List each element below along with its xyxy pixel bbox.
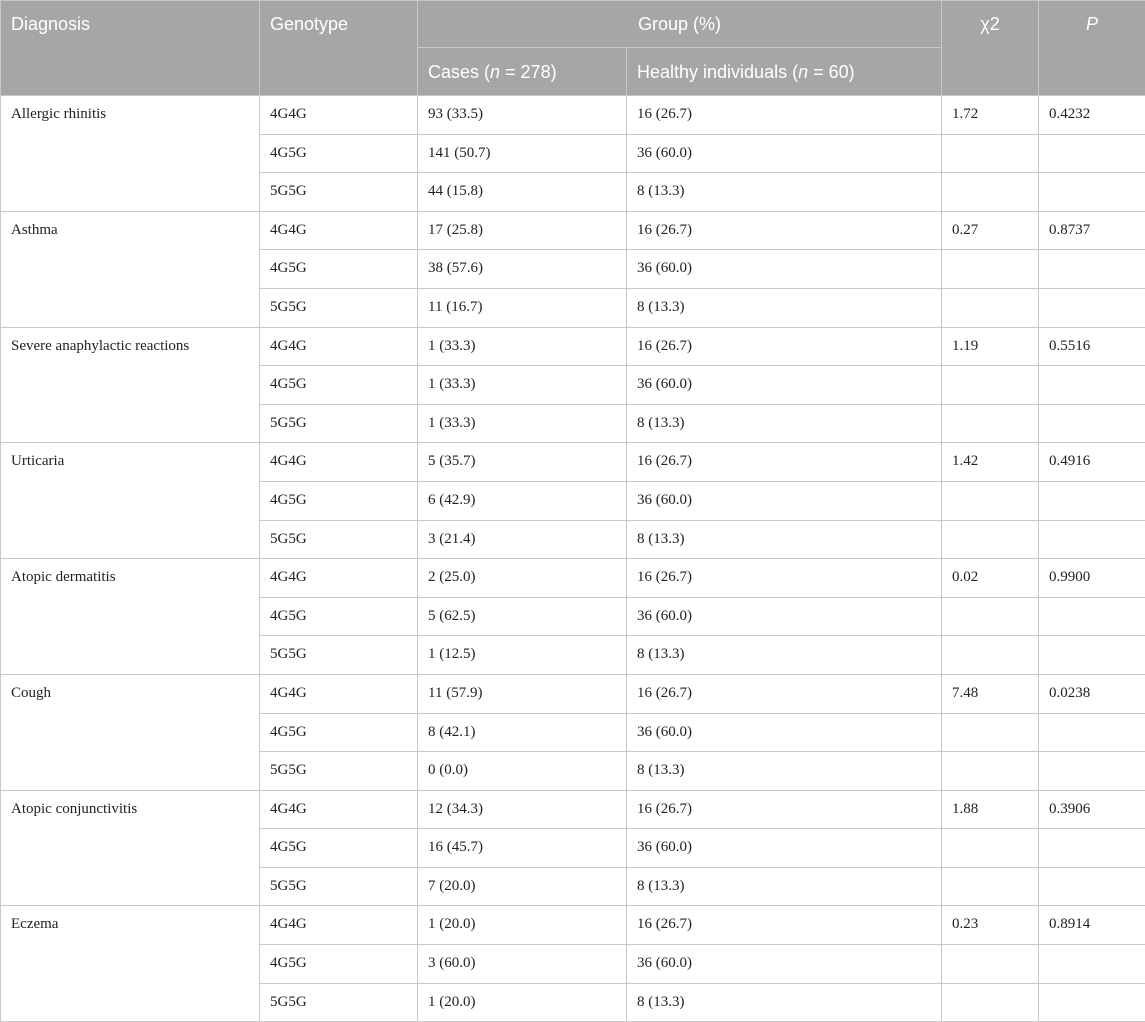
p-cell (1039, 867, 1145, 906)
genotype-cell: 4G4G (260, 559, 418, 598)
cases-cell: 6 (42.9) (418, 481, 627, 520)
chi2-cell (942, 636, 1039, 675)
cases-cell: 7 (20.0) (418, 867, 627, 906)
cases-cell: 38 (57.6) (418, 250, 627, 289)
cases-cell: 1 (33.3) (418, 327, 627, 366)
cases-cell: 5 (62.5) (418, 597, 627, 636)
genotype-cell: 4G5G (260, 250, 418, 289)
cases-cell: 3 (21.4) (418, 520, 627, 559)
p-cell: 0.3906 (1039, 790, 1145, 829)
p-cell (1039, 288, 1145, 327)
col-header-genotype: Genotype (260, 1, 418, 96)
table-row (1, 96, 1145, 135)
chi2-cell (942, 829, 1039, 868)
genotype-cell: 4G5G (260, 829, 418, 868)
chi2-cell (942, 983, 1039, 1022)
chi2-cell (942, 752, 1039, 791)
genotype-cell: 4G4G (260, 906, 418, 945)
chi2-cell: 0.27 (942, 211, 1039, 250)
chi2-cell (942, 945, 1039, 984)
healthy-cell: 8 (13.3) (627, 752, 942, 791)
genotype-cell: 5G5G (260, 983, 418, 1022)
p-cell (1039, 250, 1145, 289)
healthy-cell: 36 (60.0) (627, 250, 942, 289)
table-row (1, 790, 1145, 829)
healthy-cell: 36 (60.0) (627, 829, 942, 868)
chi2-cell (942, 404, 1039, 443)
col-header-diagnosis: Diagnosis (1, 1, 260, 96)
chi2-cell (942, 713, 1039, 752)
healthy-cell: 36 (60.0) (627, 366, 942, 405)
cases-cell: 11 (57.9) (418, 674, 627, 713)
healthy-cell: 36 (60.0) (627, 713, 942, 752)
chi2-cell: 1.88 (942, 790, 1039, 829)
genotype-cell: 4G4G (260, 96, 418, 135)
table-row (1, 327, 1145, 366)
p-cell (1039, 173, 1145, 212)
genotype-cell: 5G5G (260, 636, 418, 675)
p-cell: 0.8737 (1039, 211, 1145, 250)
p-cell (1039, 636, 1145, 675)
diagnosis-cell: Cough (1, 674, 260, 790)
table-row (1, 906, 1145, 945)
cases-cell: 8 (42.1) (418, 713, 627, 752)
p-cell (1039, 134, 1145, 173)
healthy-cell: 16 (26.7) (627, 790, 942, 829)
p-cell (1039, 945, 1145, 984)
cases-cell: 16 (45.7) (418, 829, 627, 868)
col-header-p: P (1039, 1, 1145, 96)
p-cell (1039, 520, 1145, 559)
genotype-cell: 4G5G (260, 945, 418, 984)
cases-cell: 1 (33.3) (418, 366, 627, 405)
healthy-cell: 8 (13.3) (627, 173, 942, 212)
chi2-cell (942, 250, 1039, 289)
genotype-cell: 4G4G (260, 443, 418, 482)
col-header-healthy: Healthy individuals (n = 60) (627, 48, 942, 96)
diagnosis-cell: Eczema (1, 906, 260, 1022)
p-cell (1039, 713, 1145, 752)
cases-cell: 11 (16.7) (418, 288, 627, 327)
genotype-cell: 4G4G (260, 674, 418, 713)
cases-cell: 141 (50.7) (418, 134, 627, 173)
p-cell: 0.0238 (1039, 674, 1145, 713)
p-cell (1039, 366, 1145, 405)
genotype-cell: 4G5G (260, 481, 418, 520)
healthy-cell: 16 (26.7) (627, 327, 942, 366)
cases-cell: 93 (33.5) (418, 96, 627, 135)
chi2-cell (942, 481, 1039, 520)
genotype-cell: 4G5G (260, 134, 418, 173)
genotype-cell: 4G5G (260, 366, 418, 405)
diagnosis-cell: Urticaria (1, 443, 260, 559)
chi2-cell (942, 366, 1039, 405)
healthy-cell: 16 (26.7) (627, 559, 942, 598)
cases-cell: 1 (20.0) (418, 983, 627, 1022)
cases-cell: 44 (15.8) (418, 173, 627, 212)
p-cell: 0.4916 (1039, 443, 1145, 482)
healthy-cell: 36 (60.0) (627, 597, 942, 636)
genotype-cell: 4G5G (260, 597, 418, 636)
table-body (1, 96, 1145, 1022)
diagnosis-cell: Allergic rhinitis (1, 96, 260, 212)
genotype-cell: 4G4G (260, 327, 418, 366)
healthy-cell: 8 (13.3) (627, 288, 942, 327)
chi2-cell: 1.42 (942, 443, 1039, 482)
p-cell: 0.9900 (1039, 559, 1145, 598)
genotype-cell: 5G5G (260, 173, 418, 212)
table-row (1, 211, 1145, 250)
p-cell (1039, 597, 1145, 636)
chi2-cell: 1.72 (942, 96, 1039, 135)
healthy-cell: 16 (26.7) (627, 96, 942, 135)
genotype-cell: 4G4G (260, 211, 418, 250)
genotype-cell: 5G5G (260, 520, 418, 559)
cases-cell: 2 (25.0) (418, 559, 627, 598)
p-cell (1039, 752, 1145, 791)
cases-cell: 17 (25.8) (418, 211, 627, 250)
genotype-cell: 4G4G (260, 790, 418, 829)
diagnosis-cell: Severe anaphylactic reactions (1, 327, 260, 443)
chi2-cell: 0.23 (942, 906, 1039, 945)
chi2-cell (942, 867, 1039, 906)
p-cell (1039, 481, 1145, 520)
cases-cell: 1 (20.0) (418, 906, 627, 945)
table-row (1, 674, 1145, 713)
p-cell: 0.5516 (1039, 327, 1145, 366)
healthy-cell: 8 (13.3) (627, 636, 942, 675)
cases-cell: 3 (60.0) (418, 945, 627, 984)
genotype-cell: 4G5G (260, 713, 418, 752)
healthy-cell: 8 (13.3) (627, 404, 942, 443)
chi2-cell (942, 134, 1039, 173)
col-header-chi2: χ2 (942, 1, 1039, 96)
chi2-cell: 7.48 (942, 674, 1039, 713)
healthy-cell: 16 (26.7) (627, 674, 942, 713)
p-cell: 0.4232 (1039, 96, 1145, 135)
col-header-cases: Cases (n = 278) (418, 48, 627, 96)
cases-cell: 1 (33.3) (418, 404, 627, 443)
chi2-cell: 0.02 (942, 559, 1039, 598)
p-cell (1039, 404, 1145, 443)
chi2-cell (942, 288, 1039, 327)
genotype-cell: 5G5G (260, 288, 418, 327)
cases-cell: 1 (12.5) (418, 636, 627, 675)
healthy-cell: 36 (60.0) (627, 134, 942, 173)
healthy-cell: 8 (13.3) (627, 520, 942, 559)
healthy-cell: 36 (60.0) (627, 945, 942, 984)
header-row (1, 1, 1145, 48)
healthy-cell: 16 (26.7) (627, 211, 942, 250)
chi2-cell (942, 173, 1039, 212)
healthy-cell: 16 (26.7) (627, 906, 942, 945)
col-header-group: Group (%) (418, 1, 942, 48)
cases-cell: 12 (34.3) (418, 790, 627, 829)
p-cell: 0.8914 (1039, 906, 1145, 945)
diagnosis-cell: Atopic conjunctivitis (1, 790, 260, 906)
healthy-cell: 16 (26.7) (627, 443, 942, 482)
p-cell (1039, 983, 1145, 1022)
chi2-cell: 1.19 (942, 327, 1039, 366)
table-row (1, 443, 1145, 482)
diagnosis-cell: Asthma (1, 211, 260, 327)
healthy-cell: 8 (13.3) (627, 867, 942, 906)
healthy-cell: 36 (60.0) (627, 481, 942, 520)
genotype-cell: 5G5G (260, 867, 418, 906)
diagnosis-cell: Atopic dermatitis (1, 559, 260, 675)
cases-cell: 0 (0.0) (418, 752, 627, 791)
genotype-cell: 5G5G (260, 752, 418, 791)
cases-cell: 5 (35.7) (418, 443, 627, 482)
chi2-cell (942, 597, 1039, 636)
genotype-cell: 5G5G (260, 404, 418, 443)
chi2-cell (942, 520, 1039, 559)
table-row (1, 559, 1145, 598)
healthy-cell: 8 (13.3) (627, 983, 942, 1022)
p-cell (1039, 829, 1145, 868)
